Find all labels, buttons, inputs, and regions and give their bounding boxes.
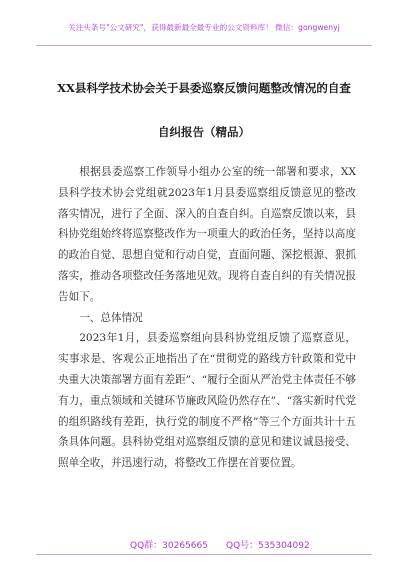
intro-paragraph: 根据县委巡察工作领导小组办公室的统一部署和要求，XX县科学技术协会党组就2023年1月县委巡察组反馈意见的整改落实情况，进行了全面、深入的自查自纠。自巡察反馈以来，县科协党组始终将巡察整改作为一项重大的政治任务，坚持以高度的政治自觉、思想自觉和行动自觉，直面问题、深挖根源、狠抓落实，推动各项整改任务落地见效。现将自查自纠的有关情况报告如下。 bbox=[58, 166, 356, 303]
document-body bbox=[58, 162, 356, 474]
footer-divider bbox=[36, 554, 372, 555]
header-divider bbox=[36, 45, 372, 46]
section-paragraph: 2023年1月，县委巡察组向县科协党组反馈了巡察意见，实事求是、客观公正地指出了在“贯彻党的路线方针政策和党中央重大决策部署方面有差距”、“履行全面从严治党主体责任不够有力，重点领域和关键环节廉政风险仍然存在”、“落实新时代党的组织路线有差距，执行党的制度不严格”等三个方面共计十五条具体问题。县科协党组对巡察组反馈的意见和建议诚恳接受、照单全收，并迅速行动，将整改工作摆在首要位置。 bbox=[58, 332, 356, 470]
document-title: XX县科学技术协会关于县委巡察反馈问题整改情况的自查 bbox=[57, 81, 351, 95]
qq-group-number: QQ群：30265665 bbox=[130, 541, 208, 551]
qq-account-number: QQ号：535304092 bbox=[226, 541, 310, 551]
section-heading: 一、总体情况 bbox=[79, 311, 143, 324]
promo-banner: 关注头条号"公文研究"，获得最新最全最专业的公文资料库！ 微信：gongwenyj bbox=[68, 23, 340, 32]
document-subtitle: 自纠报告（精品） bbox=[158, 125, 250, 139]
